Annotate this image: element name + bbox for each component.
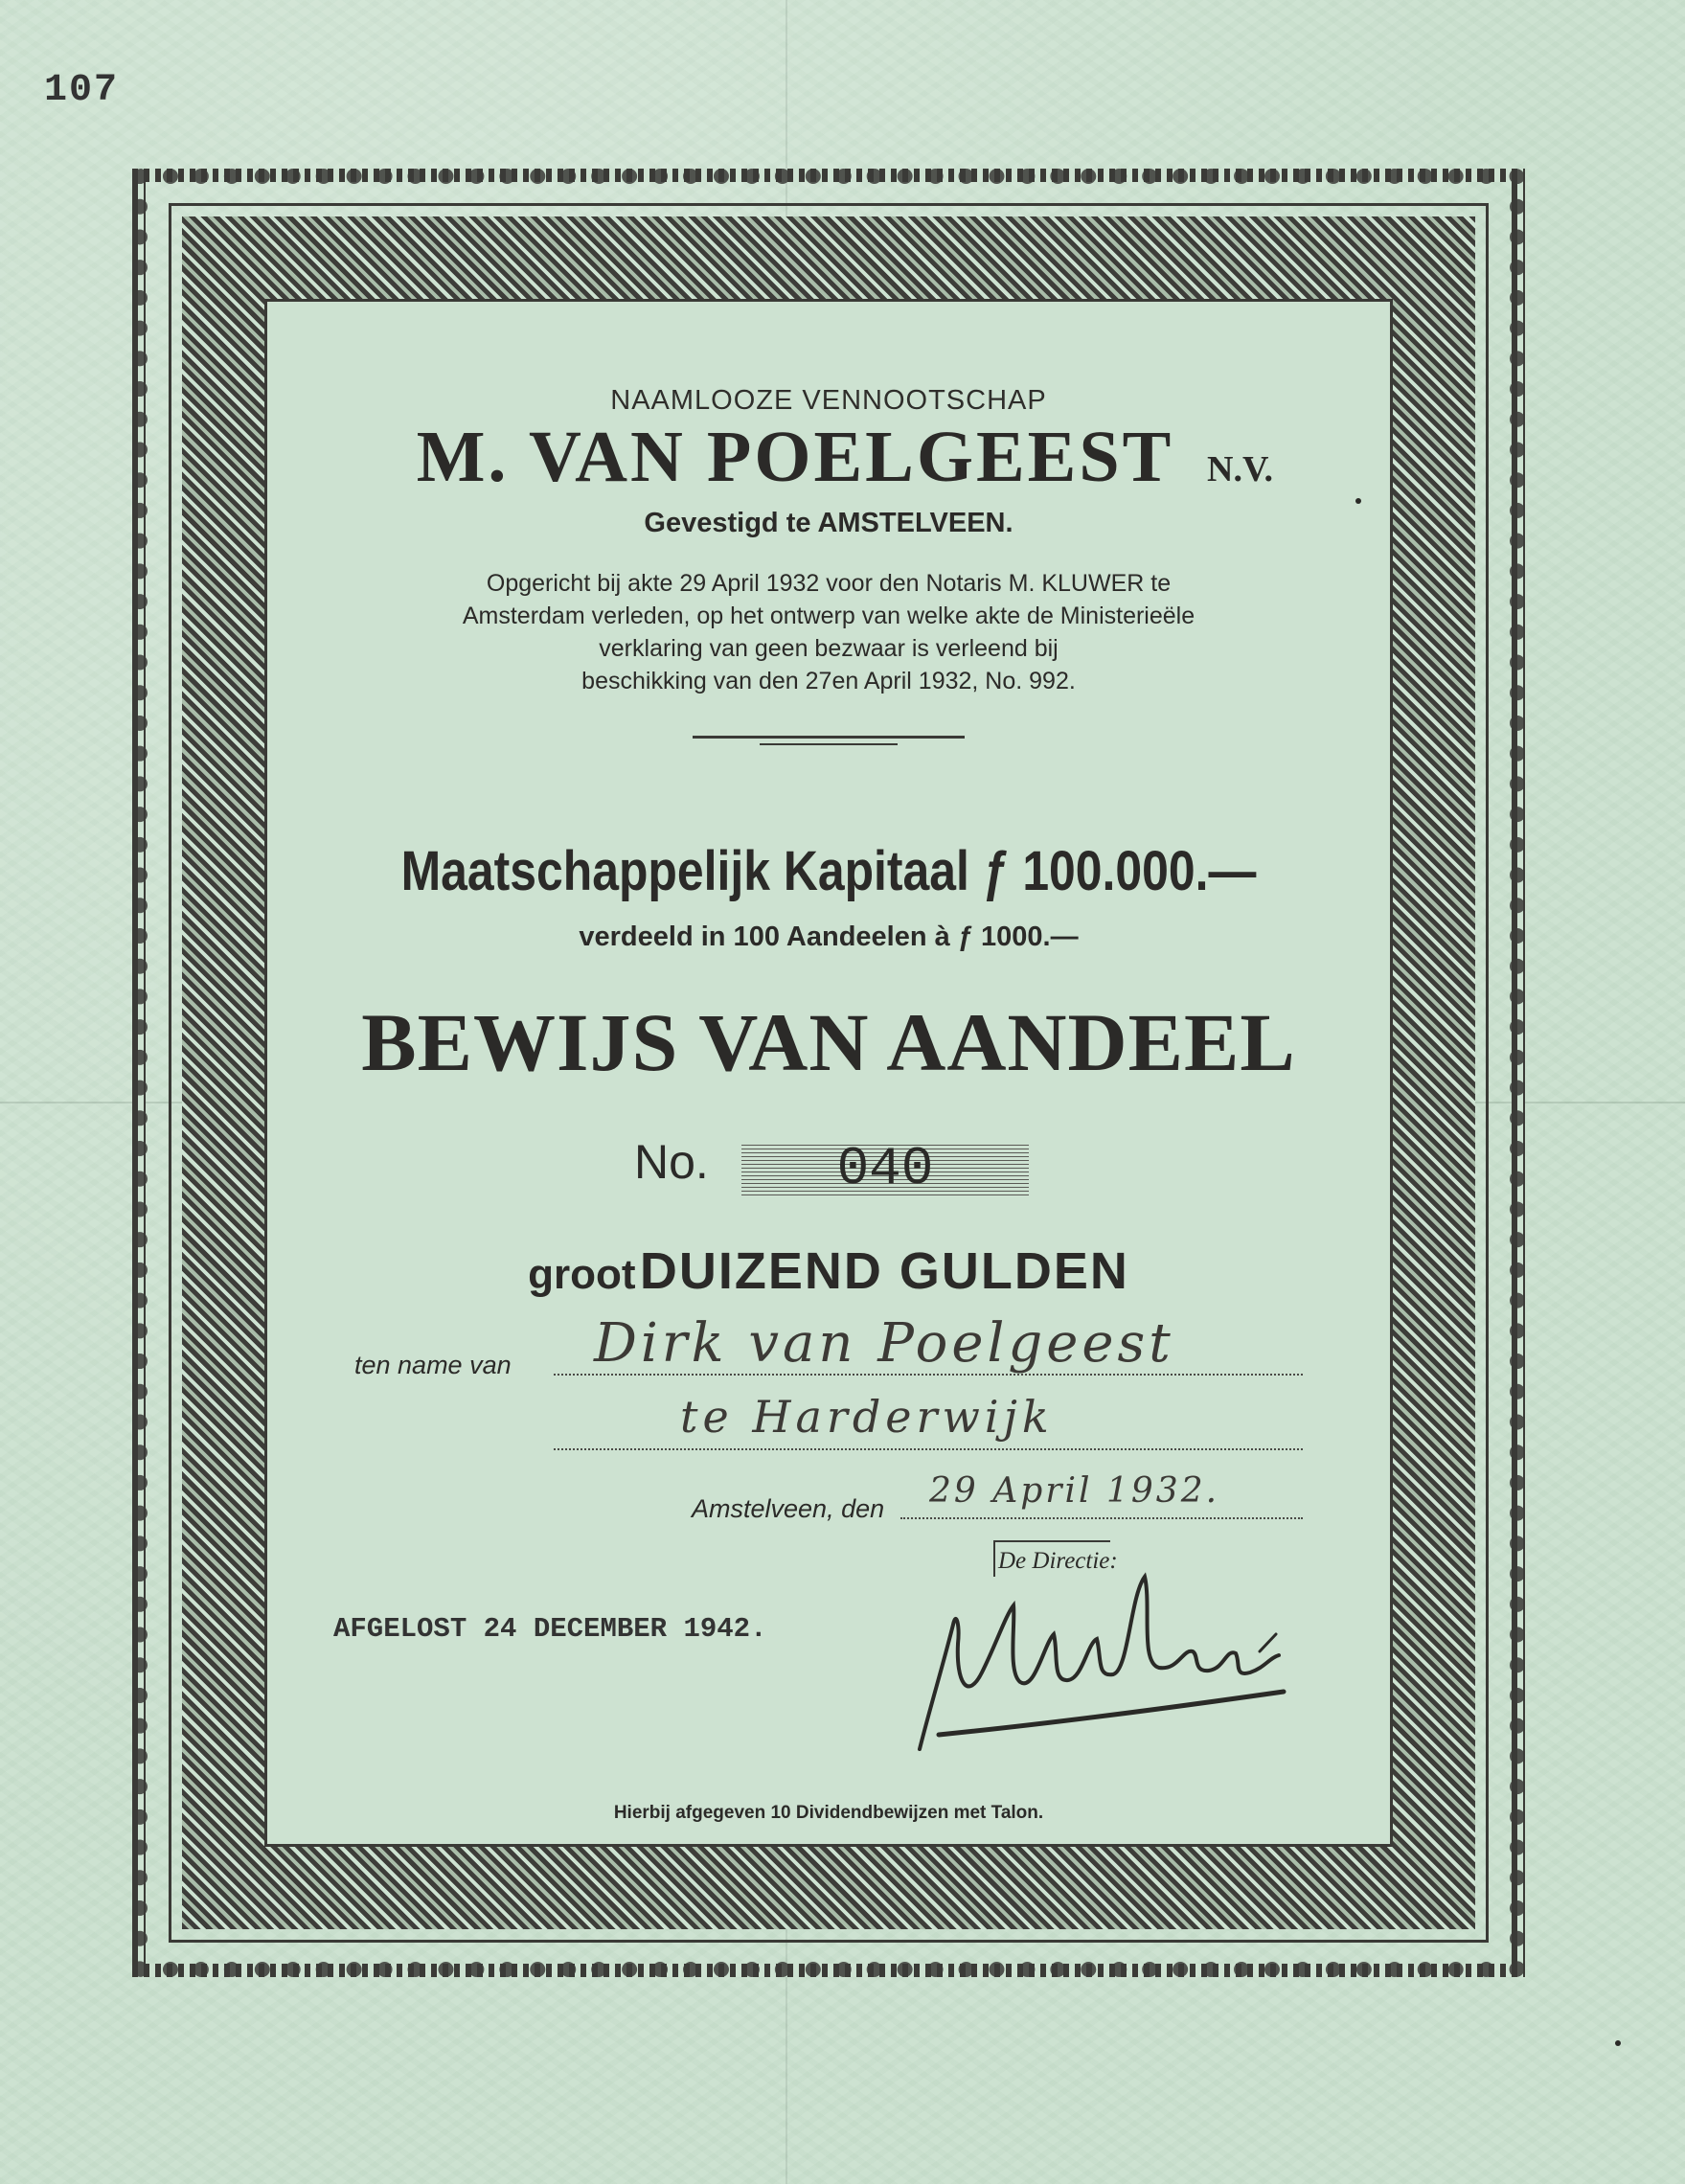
holder-place: te Harderwijk — [680, 1391, 1054, 1443]
divider-rule-short — [760, 743, 898, 745]
number-label: No. — [634, 1135, 709, 1189]
certificate-number-box — [741, 1138, 1029, 1199]
divider-rule — [693, 736, 965, 739]
footer-note: Hierbij afgegeven 10 Dividendbewijzen met Talon. — [613, 1803, 1044, 1823]
company-type: NAAMLOOZE VENNOOTSCHAP — [610, 385, 1047, 416]
holder-place-dotted-line — [554, 1448, 1303, 1450]
denomination — [421, 1241, 1236, 1301]
denomination-prefix: groot — [528, 1251, 636, 1298]
issue-date-dotted-line — [900, 1517, 1303, 1519]
company-name: M. VAN POELGEEST — [416, 417, 1174, 497]
issue-place-label: Amstelveen, den — [692, 1494, 885, 1523]
denomination-amount: DUIZEND GULDEN — [639, 1242, 1129, 1300]
ink-speck — [1615, 2040, 1621, 2046]
founding-line: Amsterdam verleden, op het ontwerp van welke akte de Ministerieële — [462, 603, 1195, 629]
certificate-content — [268, 303, 1389, 1843]
company-suffix: N.V. — [1207, 449, 1273, 489]
authorized-capital: Maatschappelijk Kapitaal ƒ 100.000.— — [400, 840, 1257, 902]
corner-number: 107 — [44, 69, 120, 112]
certificate-title: BEWIJS VAN AANDEEL — [361, 996, 1296, 1088]
capital-split: verdeeld in 100 Aandeelen à ƒ 1000.— — [579, 921, 1079, 952]
director-signature — [900, 1567, 1312, 1759]
holder-name: Dirk van Poelgeest — [594, 1312, 1174, 1375]
certificate-number: 040 — [836, 1138, 934, 1199]
issue-date: 29 April 1932. — [929, 1471, 1220, 1511]
ink-speck — [1355, 498, 1361, 504]
holder-label: ten name van — [354, 1351, 512, 1379]
founding-line: Opgericht bij akte 29 April 1932 voor den Notaris M. KLUWER te — [486, 570, 1172, 597]
founding-line: beschikking van den 27en April 1932, No. 992. — [581, 668, 1076, 694]
founding-line: verklaring van geen bezwaar is verleend bij — [599, 635, 1059, 662]
founding-statement — [345, 567, 1312, 697]
company-seat: Gevestigd te AMSTELVEEN. — [644, 508, 1013, 538]
board-label: De Directie: — [998, 1548, 1118, 1574]
redeemed-stamp: AFGELOST 24 DECEMBER 1942. — [333, 1613, 767, 1645]
